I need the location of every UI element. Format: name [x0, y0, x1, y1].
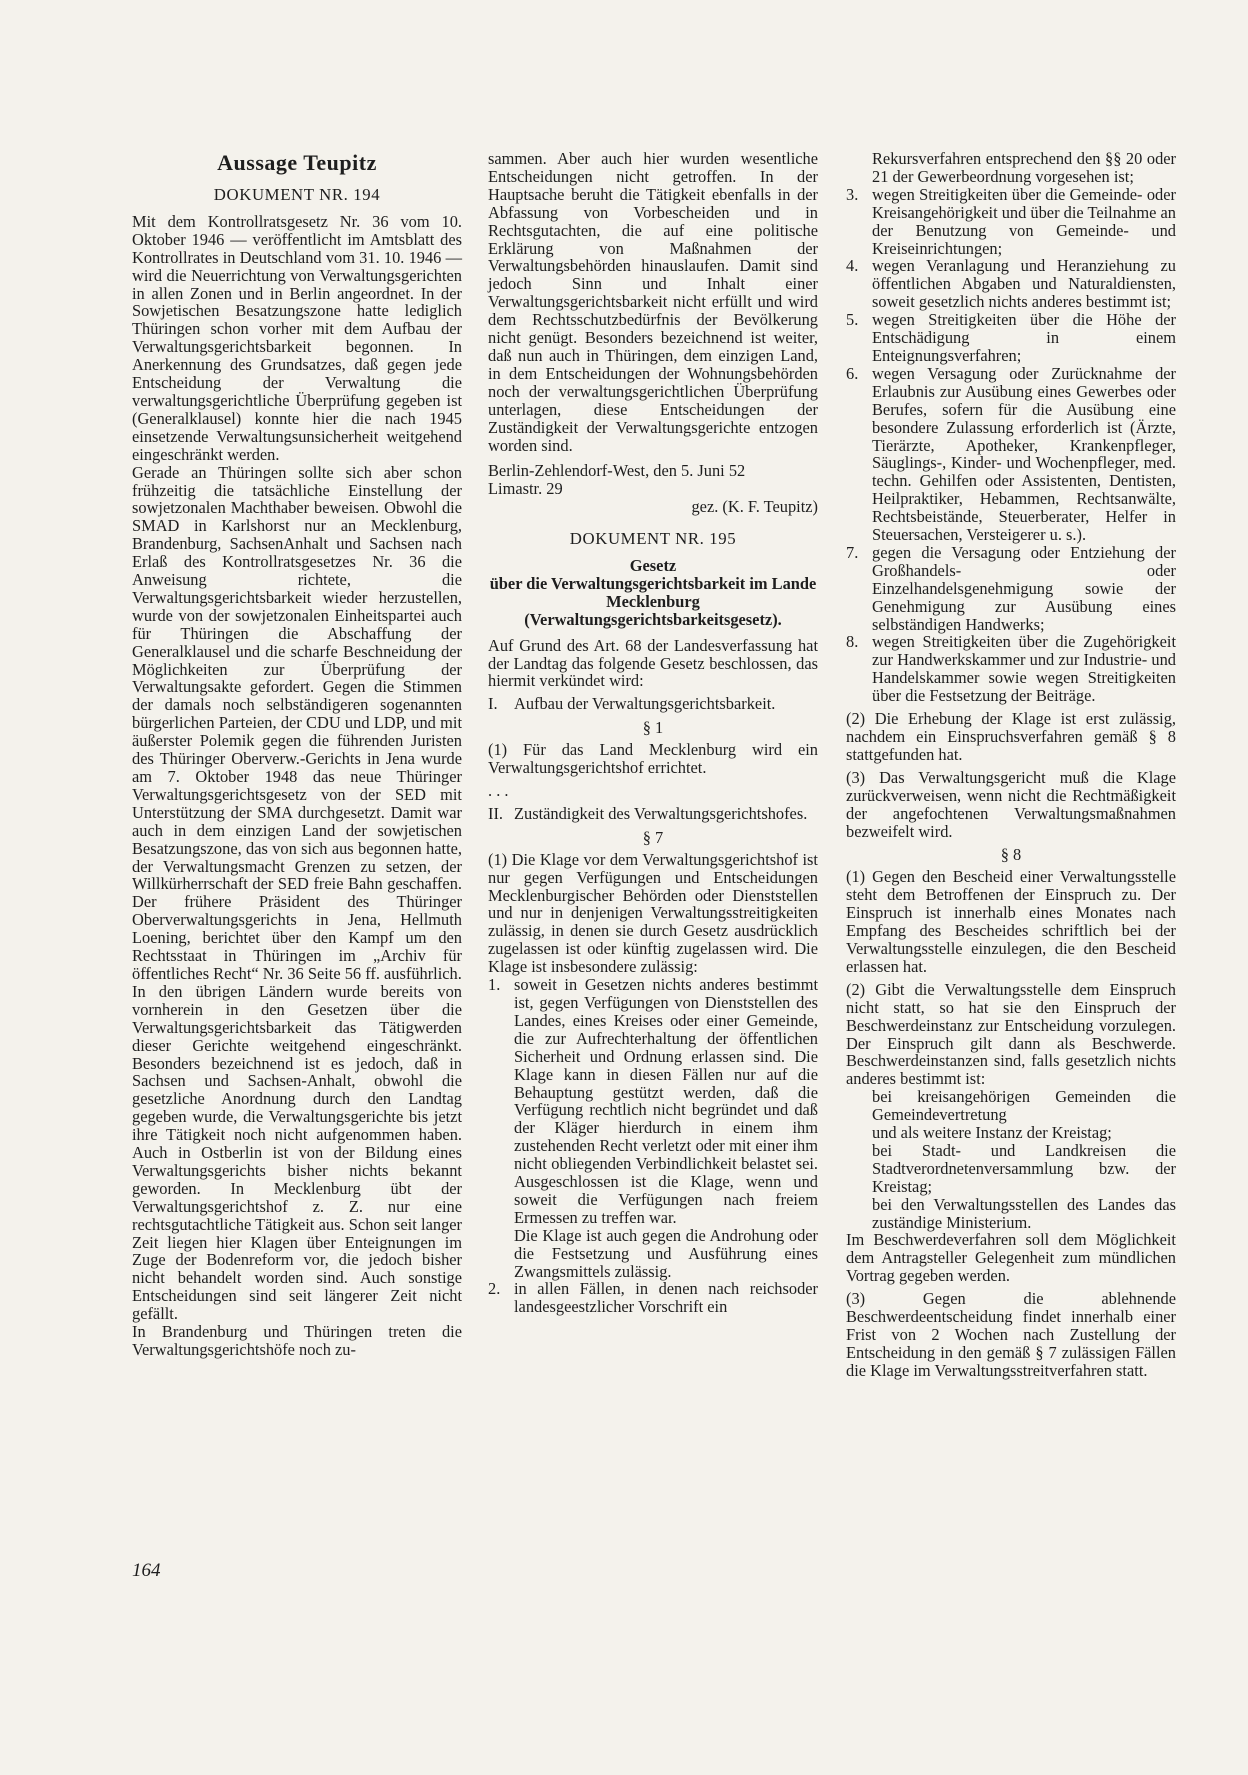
- paragraph: (2) Gibt die Verwaltungsstelle dem Einspruch nicht statt, so hat sie den Einspruch der Beschwerdeinstanz zur Entscheidung vorzulegen. Der Einspruch gilt dann als Beschwerde. Beschwerdeinstanzen sind, falls gesetzlich nichts anderes bestimmt ist:: [846, 979, 1176, 1089]
- list-continuation: Rekursverfahren entsprechend den §§ 20 oder 21 der Gewerbeordnung vorgesehen ist;: [872, 149, 1176, 186]
- instance-item: bei den Verwaltungsstellen des Landes das zuständige Ministerium.: [872, 1194, 1176, 1232]
- article-title: Aussage Teupitz: [217, 150, 377, 175]
- list-item: [846, 311, 1176, 365]
- list-item: [488, 976, 818, 1227]
- law-title: [488, 557, 818, 629]
- section-title: Zuständigkeit des Verwaltungsgerichtshofes.: [514, 803, 808, 823]
- section-heading: [488, 695, 818, 713]
- paragraph: (1) Die Klage vor dem Verwaltungsgerichtshof ist nur gegen Verfügungen und Entscheidungen Mecklenburgischer Behörden oder Dienststellen und nur in denjenigen Verwaltungsstreitigkeiten zulässig, in denen sie durch Gesetz ausdrücklich zugelassen ist oder künftig zugelassen wird. Die Klage ist insbesondere zulässig:: [488, 849, 818, 977]
- paragraph: Im Beschwerdeverfahren soll dem Möglichkeit dem Antragsteller Gelegenheit zum mündlichen Vortrag gegeben werden.: [846, 1230, 1176, 1286]
- column-right: [846, 150, 1176, 1380]
- law-title-line: Gesetz: [629, 556, 677, 576]
- list-item: [846, 257, 1176, 311]
- list-item: [846, 186, 1176, 258]
- paragraph: sammen. Aber auch hier wurden wesentliche Entscheidungen nicht getroffen. In der Hauptsache beruht die Tätigkeit ebenfalls in der Abfassung von Vorbescheiden und in Rechtsgutachten, die auf eine politische Erklärung von Maßnahmen der Verwaltungsbehörden hinauslaufen. Damit sind jedoch Sinn und Inhalt einer Verwaltungsgerichtsbarkeit nicht erfüllt und wird dem Rechtsschutzbedürfnis der Bevölkerung nicht genügt. Besonders bezeichnend ist weiter, daß nun auch in Thüringen, dem einzigen Land, in dem Entscheidungen der Wohnungsbehörden noch der verwaltungsgerichtlichen Überprüfung unterlagen, diese Entscheidungen der Zuständigkeit der Verwaltungsgerichte entzogen worden sind.: [488, 149, 818, 455]
- instance-item: bei kreisangehörigen Gemeinden die Gemeindevertretung: [872, 1087, 1176, 1125]
- list-item: [488, 1280, 818, 1316]
- instance-item: und als weitere Instanz der Kreistag;: [872, 1123, 1112, 1143]
- paragraph: Mit dem Kontrollratsgesetz Nr. 36 vom 10. Oktober 1946 — veröffentlicht im Amtsblatt des Kontrollrates in Deutschland vom 31. 10. 1946 — wird die Neuerrichtung von Verwaltungsgerichten in allen Zonen und in Berlin angeordnet. In der Sowjetischen Besatzungszone hatte lediglich Thüringen schon vorher mit dem Aufbau der Verwaltungsgerichtsbarkeit begonnen. In Anerkennung des Grundsatzes, daß gegen jede Entscheidung der Verwaltung die verwaltungsgerichtliche Überprüfung gegeben ist (Generalklausel) konnte hier die nach 1945 einsetzende Verwaltungsunsicherheit weitgehend eingeschränkt werden.: [132, 211, 462, 464]
- list-text: in allen Fällen, in denen nach reichsoder landesgeestzlicher Vorschrift ein: [514, 1279, 818, 1317]
- list-number: 1.: [488, 975, 501, 995]
- paragraph: (1) Für das Land Mecklenburg wird ein Verwaltungsgerichtshof errichtet.: [488, 740, 818, 778]
- list-number: 5.: [846, 310, 859, 330]
- page-number: 164: [132, 1560, 161, 1581]
- list-continuation: Die Klage ist auch gegen die Androhung oder die Festsetzung und Ausführung eines Zwangsmittels zulässig.: [514, 1225, 818, 1281]
- list-item: [846, 633, 1176, 705]
- law-title-line: über die Verwaltungsgerichtsbarkeit im Lande Mecklenburg: [489, 573, 817, 611]
- list-number: 3.: [846, 184, 859, 204]
- instance-item: bei Stadt- und Landkreisen die Stadtverordnetenversammlung bzw. der Kreistag;: [872, 1140, 1176, 1196]
- address: Limastr. 29: [488, 479, 563, 499]
- list-item: [846, 365, 1176, 544]
- ellipsis: . . .: [488, 781, 509, 800]
- signature: gez. (K. F. Teupitz): [691, 497, 818, 517]
- list-number: 7.: [846, 542, 859, 562]
- list-item: [846, 544, 1176, 634]
- column-left: [132, 150, 462, 1359]
- place-date: Berlin-Zehlendorf-West, den 5. Juni 52: [488, 461, 746, 481]
- paragraph-sign: § 7: [642, 827, 664, 847]
- paragraph: (3) Gegen die ablehnende Beschwerdeentscheidung findet innerhalb einer Frist von 2 Wochen nach Zustellung der Entscheidung in den gemäß § 7 zulässigen Fällen die Klage im Verwaltungsstreitverfahren statt.: [846, 1289, 1176, 1380]
- section-heading: [488, 805, 818, 823]
- document-heading-195: DOKUMENT NR. 195: [569, 529, 737, 549]
- list-text: wegen Streitigkeiten über die Höhe der Entschädigung in einem Enteignungsverfahren;: [872, 310, 1176, 365]
- section-number: I.: [488, 694, 498, 714]
- list-number: 4.: [846, 256, 859, 276]
- list-number: 6.: [846, 363, 859, 383]
- paragraph: (1) Gegen den Bescheid einer Verwaltungsstelle steht dem Betroffenen der Einspruch zu. Der Einspruch ist innerhalb eines Monates nach Empfang des Bescheides schriftlich bei der Verwaltungsstelle einzulegen, die den Bescheid erlassen hat.: [846, 867, 1176, 976]
- list-number: 2.: [488, 1279, 501, 1299]
- section-title: Aufbau der Verwaltungsgerichtsbarkeit.: [514, 694, 776, 714]
- list-text: soweit in Gesetzen nichts anderes bestimmt ist, gegen Verfügungen von Dienststellen des Landes, eines Kreises oder einer Gemeinde, die zur Aufrechterhaltung der öffentlichen Sicherheit und Ordnung erlassen sind. Die Klage kann in diesen Fällen nur auf die Behauptung gestützt werden, daß die Verfügung rechtlich nicht begründet und daß der Kläger hierdurch in einem ihm zustehenden Recht verletzt oder mit einer ihm nicht obliegenden Verbindlichkeit belastet sei. Ausgeschlossen ist die Klage, wenn und soweit die Verfügungen nach freiem Ermessen zu treffen war.: [514, 975, 818, 1227]
- document-heading-194: DOKUMENT NR. 194: [213, 185, 381, 204]
- paragraph: In den übrigen Ländern wurde bereits von vornherein in den Gesetzen über die Verwaltungsgerichtsbarkeit das Tätigwerden dieser Gerichte weitgehend eingeschränkt. Besonders bezeichnend ist es jedoch, daß in Sachsen und Sachsen-Anhalt, obwohl die gesetzliche Anordnung durch den Landtag gegeben wurde, die Verwaltungsgerichte bis jetzt ihre Tätigkeit noch nicht aufgenommen haben. Auch in Ostberlin ist von der Bildung eines Verwaltungsgerichts bisher nichts bekannt geworden. In Mecklenburg übt der Verwaltungsgerichtshof z. Z. nur eine rechtsgutachtliche Tätigkeit aus. Schon seit langer Zeit liegen hier Klagen über Enteignungen im Zuge der Bodenreform vor, die jedoch bisher nicht behandelt worden sind. Auch sonstige Entscheidungen sind seit längerer Zeit nicht gefällt.: [132, 981, 462, 1324]
- preamble: Auf Grund des Art. 68 der Landesverfassung hat der Landtag das folgende Gesetz beschlossen, das hiermit verkündet wird:: [488, 635, 818, 691]
- list-text: wegen Streitigkeiten über die Zugehörigkeit zur Handwerkskammer und zur Industrie- und Handelskammer sowie wegen Streitigkeiten über die Festsetzung der Beiträge.: [872, 632, 1176, 706]
- paragraph: Gerade an Thüringen sollte sich aber schon frühzeitig die tatsächliche Einstellung der sowjetzonalen Machthaber beweisen. Obwohl die SMAD in Karlshorst nur an Mecklenburg, Brandenburg, SachsenAnhalt und Sachsen nach Erlaß des Kontrollratsgesetzes Nr. 36 die Anweisung richtete, die Verwaltungsgerichtsbarkeit wieder herzustellen, wurde von der sowjetzonalen Einheitspartei auch für Thüringen die Abschaffung der Generalklausel und die scharfe Beschneidung der Möglichkeiten zur Überprüfung der Verwaltungsakte gefordert. Gegen die Stimmen der damals noch selbständigeren sogenannten bürgerlichen Parteien, der CDU und LDP, und mit äußerster Polemik gegen die führenden Juristen des Thüringer Oberverw.-Gerichts in Jena wurde am 7. Oktober 1948 das neue Thüringer Verwaltungsgerichtsgesetz von der SED mit Unterstützung der SMA durchgesetzt. Damit war auch in dem einzigen Land der sowjetischen Besatzungszone, das von sich aus begonnen hatte, der Verwaltungsmacht Grenzen zu setzen, der Willkürherrschaft der SED freie Bahn geschaffen. Der frühere Präsident des Thüringer Oberverwaltungsgerichts in Jena, Hellmuth Loening, berichtet über den Kampf um den Rechtsstaat in Thüringen im „Archiv für öffentliches Recht“ Nr. 36 Seite 56 ff. ausführlich.: [132, 462, 462, 983]
- paragraph-sign: § 1: [642, 718, 664, 738]
- paragraph: (2) Die Erhebung der Klage ist erst zulässig, nachdem ein Einspruchsverfahren gemäß § 8 stattgefunden hat.: [846, 709, 1176, 764]
- section-number: II.: [488, 803, 504, 823]
- law-title-line: (Verwaltungsgerichtsbarkeitsgesetz).: [524, 609, 782, 629]
- column-middle: [488, 150, 818, 1316]
- paragraph: In Brandenburg und Thüringen treten die Verwaltungsgerichtshöfe noch zu-: [132, 1322, 462, 1359]
- list-text: gegen die Versagung oder Entziehung der Großhandels- oder Einzelhandelsgenehmigung sowie der Genehmigung zur Ausübung eines selbständigen Handwerks;: [872, 542, 1176, 634]
- paragraph: (3) Das Verwaltungsgericht muß die Klage zurückverweisen, wenn nicht die Rechtmäßigkeit der angefochtenen Verwaltungsmaßnahmen bezweifelt wird.: [846, 767, 1176, 841]
- list-text: wegen Veranlagung und Heranziehung zu öffentlichen Abgaben und Naturaldiensten, soweit gesetzlich nichts anderes bestimmt ist;: [872, 256, 1176, 312]
- list-text: wegen Streitigkeiten über die Gemeinde- oder Kreisangehörigkeit und über die Teilnahme an der Benutzung von Gemeinde- und Kreiseinrichtungen;: [872, 184, 1176, 258]
- paragraph-sign: § 8: [1000, 845, 1022, 865]
- list-number: 8.: [846, 632, 859, 652]
- list-text: wegen Versagung oder Zurücknahme der Erlaubnis zur Ausübung eines Gewerbes oder Berufes, sofern für die Ausübung eine besondere Zulassung erforderlich ist (Ärzte, Tierärzte, Apotheker, Krankenpfleger, Säuglings-, Kinder- und Wochenpfleger, med. techn. Gehilfen oder Assistenten, Dentisten, Heilpraktiker, Hebammen, Rechtsanwälte, Rechtsbeistände, Steuerberater, Helfer in Steuersachen, Versteigerer u. s.).: [872, 363, 1176, 545]
